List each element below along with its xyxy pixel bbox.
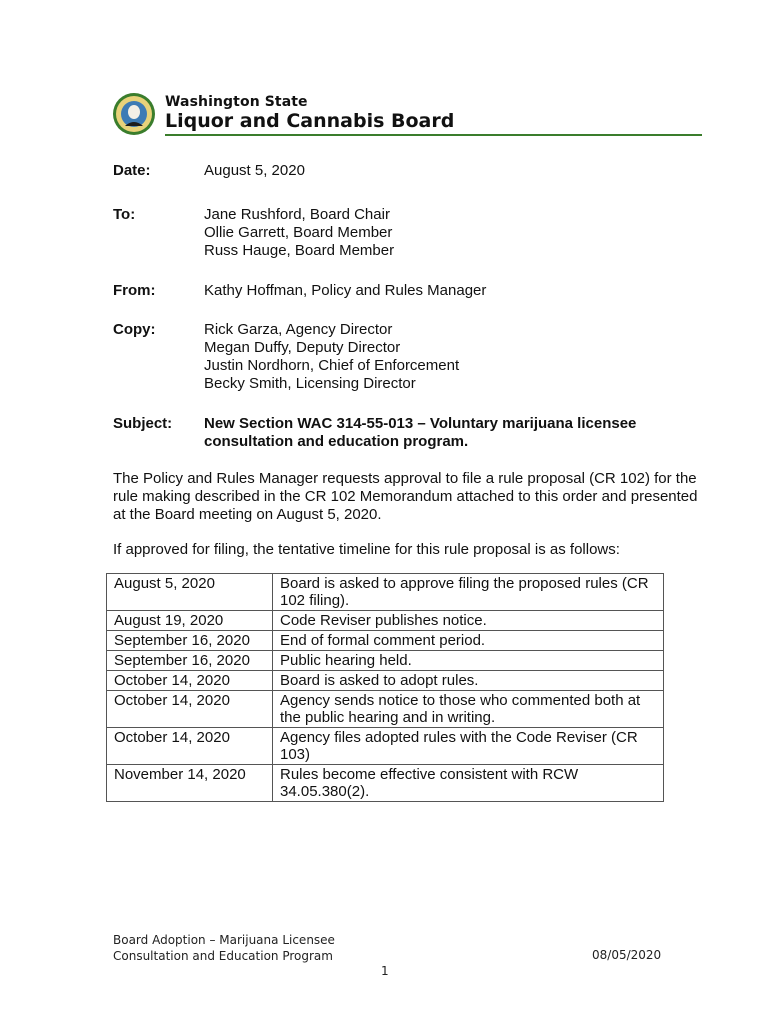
copy-recipient: Megan Duffy, Deputy Director <box>204 339 401 356</box>
page-number: 1 <box>381 964 389 978</box>
action-line: 103) <box>280 746 311 763</box>
timeline-action <box>273 765 664 802</box>
timeline-date: August 19, 2020 <box>107 611 273 631</box>
copy-label: Copy: <box>113 321 156 338</box>
to-label: To: <box>113 206 136 223</box>
table-row <box>107 691 664 728</box>
to-recipients <box>204 206 394 260</box>
header-divider <box>165 134 702 136</box>
letterhead <box>112 92 702 138</box>
date-label: Date: <box>113 162 151 179</box>
table-row <box>107 631 664 651</box>
timeline-date: October 14, 2020 <box>107 691 273 728</box>
timeline-action: End of formal comment period. <box>273 631 664 651</box>
copy-recipients <box>204 321 459 393</box>
action-line: 102 filing). <box>280 592 350 609</box>
washington-state-seal-icon <box>112 92 156 136</box>
timeline-action <box>273 728 664 765</box>
table-row <box>107 651 664 671</box>
footer-date: 08/05/2020 <box>592 948 662 962</box>
subject-value <box>204 415 636 451</box>
copy-recipient: Justin Nordhorn, Chief of Enforcement <box>204 357 460 374</box>
paragraph-line: at the Board meeting on August 5, 2020. <box>113 506 382 523</box>
to-recipient: Jane Rushford, Board Chair <box>204 206 390 223</box>
org-name-line2: Liquor and Cannabis Board <box>165 110 455 132</box>
timeline-date: September 16, 2020 <box>107 631 273 651</box>
org-name-line1: Washington State <box>165 94 308 110</box>
paragraph-line: rule making described in the CR 102 Memorandum attached to this order and presented <box>113 488 698 505</box>
subject-line: consultation and education program. <box>204 433 469 450</box>
timeline-table <box>106 573 664 802</box>
to-recipient: Russ Hauge, Board Member <box>204 242 395 259</box>
timeline-action: Board is asked to adopt rules. <box>273 671 664 691</box>
footer-title-line: Consultation and Education Program <box>113 949 333 963</box>
table-row <box>107 671 664 691</box>
from-value: Kathy Hoffman, Policy and Rules Manager <box>204 282 487 299</box>
timeline-date: November 14, 2020 <box>107 765 273 802</box>
table-row <box>107 728 664 765</box>
timeline-intro: If approved for filing, the tentative timeline for this rule proposal is as follows: <box>113 541 620 558</box>
timeline-action: Public hearing held. <box>273 651 664 671</box>
copy-recipient: Rick Garza, Agency Director <box>204 321 393 338</box>
timeline-action <box>273 574 664 611</box>
paragraph-line: The Policy and Rules Manager requests approval to file a rule proposal (CR 102) for the <box>113 470 697 487</box>
table-row <box>107 611 664 631</box>
timeline-date: August 5, 2020 <box>107 574 273 611</box>
to-recipient: Ollie Garrett, Board Member <box>204 224 393 241</box>
action-line: Rules become effective consistent with RCW <box>280 766 579 783</box>
action-line: Agency files adopted rules with the Code Reviser (CR <box>280 729 638 746</box>
timeline-date: September 16, 2020 <box>107 651 273 671</box>
table-row <box>107 574 664 611</box>
subject-line: New Section WAC 314-55-013 – Voluntary marijuana licensee <box>204 415 637 432</box>
action-line: 34.05.380(2). <box>280 783 370 800</box>
request-paragraph <box>113 470 713 524</box>
timeline-date: October 14, 2020 <box>107 728 273 765</box>
action-line: Board is asked to approve filing the proposed rules (CR <box>280 575 649 592</box>
action-line: the public hearing and in writing. <box>280 709 496 726</box>
date-value: August 5, 2020 <box>204 162 305 179</box>
subject-label: Subject: <box>113 415 173 432</box>
footer-title-line: Board Adoption – Marijuana Licensee <box>113 933 335 947</box>
timeline-action: Code Reviser publishes notice. <box>273 611 664 631</box>
table-row <box>107 765 664 802</box>
timeline-action <box>273 691 664 728</box>
from-label: From: <box>113 282 156 299</box>
footer-document-title <box>113 932 335 964</box>
timeline-date: October 14, 2020 <box>107 671 273 691</box>
action-line: Agency sends notice to those who commented both at <box>280 692 641 709</box>
copy-recipient: Becky Smith, Licensing Director <box>204 375 416 392</box>
